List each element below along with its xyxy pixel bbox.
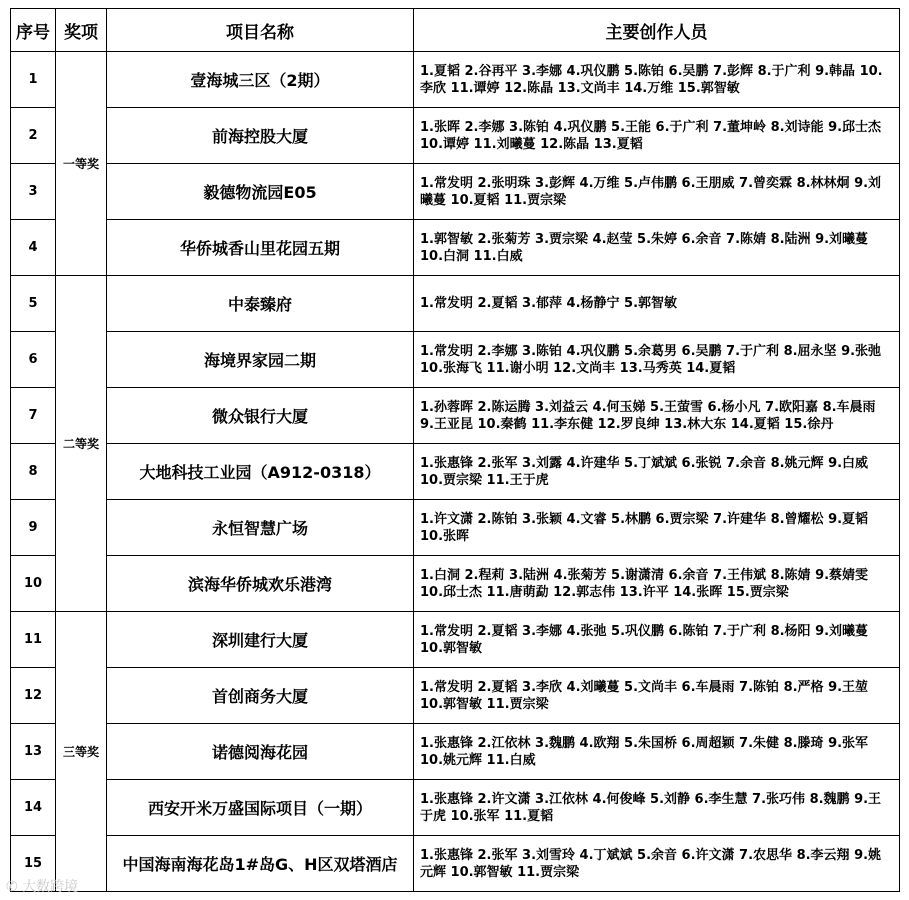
row-index: 6 (11, 332, 56, 388)
table-row (11, 108, 900, 164)
project-name: 永恒智慧广场 (107, 500, 414, 556)
project-name: 前海控股大厦 (107, 108, 414, 164)
header-project: 项目名称 (107, 9, 414, 52)
award-table (10, 8, 900, 892)
project-name: 诺德阅海花园 (107, 724, 414, 780)
project-name: 毅德物流园E05 (107, 164, 414, 220)
header-index: 序号 (11, 9, 56, 52)
creators: 1.常发明 2.张明珠 3.彭辉 4.万维 5.卢伟鹏 6.王朋威 7.曾奕霖 8.林林炯 9.刘曦蔓 10.夏韬 11.贾宗梁 (414, 164, 900, 220)
table-row (11, 220, 900, 276)
award-third-prize: 三等奖 (56, 612, 107, 892)
table-row (11, 444, 900, 500)
creators: 1.张惠锋 2.张军 3.刘雪玲 4.丁斌斌 5.余音 6.许文潇 7.农思华 8.李云翔 9.姚元辉 10.郭智敏 11.贾宗梁 (414, 836, 900, 892)
project-name: 滨海华侨城欢乐港湾 (107, 556, 414, 612)
creators: 1.郭智敏 2.张菊芳 3.贾宗梁 4.赵莹 5.朱婷 6.余音 7.陈婧 8.陆洲 9.刘曦蔓 10.白洞 11.白威 (414, 220, 900, 276)
row-index: 7 (11, 388, 56, 444)
table-row (11, 276, 900, 332)
project-name: 大地科技工业园（A912-0318） (107, 444, 414, 500)
table-row (11, 724, 900, 780)
creators: 1.孙蓉晖 2.陈运腾 3.刘益云 4.何玉娣 5.王萤雪 6.杨小凡 7.欧阳嘉 8.车晨雨 9.王亚昆 10.秦鹤 11.李东健 12.罗良绅 13.林大东 14.夏韬 15.徐丹 (414, 388, 900, 444)
project-name: 微众银行大厦 (107, 388, 414, 444)
project-name: 中泰臻府 (107, 276, 414, 332)
creators: 1.常发明 2.夏韬 3.郁萍 4.杨静宁 5.郭智敏 (414, 276, 900, 332)
row-index: 13 (11, 724, 56, 780)
table-row (11, 780, 900, 836)
row-index: 12 (11, 668, 56, 724)
row-index: 4 (11, 220, 56, 276)
row-index: 10 (11, 556, 56, 612)
watermark-logo-icon: ✆ (6, 879, 23, 895)
project-name: 首创商务大厦 (107, 668, 414, 724)
row-index: 9 (11, 500, 56, 556)
row-index: 3 (11, 164, 56, 220)
row-index: 2 (11, 108, 56, 164)
project-name: 华侨城香山里花园五期 (107, 220, 414, 276)
row-index: 1 (11, 52, 56, 108)
creators: 1.张惠锋 2.江依林 3.魏鹏 4.欧翔 5.朱国桥 6.周超颖 7.朱健 8.滕琦 9.张军 10.姚元辉 11.白威 (414, 724, 900, 780)
creators: 1.白洞 2.程莉 3.陆洲 4.张菊芳 5.谢潇清 6.余音 7.王伟斌 8.陈婧 9.蔡婧雯 10.邱士杰 11.唐萌勐 12.郭志伟 13.许平 14.张晖 15.贾宗梁 (414, 556, 900, 612)
table-row (11, 52, 900, 108)
award-first-prize: 一等奖 (56, 52, 107, 276)
row-index: 14 (11, 780, 56, 836)
table-row (11, 836, 900, 892)
creators: 1.常发明 2.夏韬 3.李欣 4.刘曦蔓 5.文尚丰 6.车晨雨 7.陈铂 8.严格 9.王堃 10.郭智敏 11.贾宗梁 (414, 668, 900, 724)
table-row (11, 500, 900, 556)
project-name: 海境界家园二期 (107, 332, 414, 388)
creators: 1.张惠锋 2.许文潇 3.江依林 4.何俊峰 5.刘静 6.李生慧 7.张巧伟 8.魏鹏 9.王于虎 10.张军 11.夏韬 (414, 780, 900, 836)
watermark-text: 大数跨境 (22, 879, 79, 895)
project-name: 壹海城三区（2期） (107, 52, 414, 108)
row-index: 8 (11, 444, 56, 500)
project-name: 深圳建行大厦 (107, 612, 414, 668)
header-award: 奖项 (56, 9, 107, 52)
creators: 1.许文潇 2.陈铂 3.张颖 4.文睿 5.林鹏 6.贾宗梁 7.许建华 8.曾耀松 9.夏韬 10.张晖 (414, 500, 900, 556)
creators: 1.常发明 2.夏韬 3.李娜 4.张弛 5.巩仪鹏 6.陈铂 7.于广利 8.杨阳 9.刘曦蔓 10.郭智敏 (414, 612, 900, 668)
table-row (11, 332, 900, 388)
project-name: 中国海南海花岛1#岛G、H区双塔酒店 (107, 836, 414, 892)
row-index: 11 (11, 612, 56, 668)
row-index: 15 (11, 836, 56, 892)
header-people: 主要创作人员 (414, 9, 900, 52)
creators: 1.常发明 2.李娜 3.陈铂 4.巩仪鹏 5.余葛男 6.吴鹏 7.于广利 8.屈永坚 9.张弛 10.张海飞 11.谢小明 12.文尚丰 13.马秀英 14.夏韬 (414, 332, 900, 388)
row-index: 5 (11, 276, 56, 332)
watermark (6, 876, 78, 896)
table-row (11, 164, 900, 220)
header-row (11, 9, 900, 52)
project-name: 西安开米万盛国际项目（一期） (107, 780, 414, 836)
table-row (11, 612, 900, 668)
table-row (11, 388, 900, 444)
creators: 1.张晖 2.李娜 3.陈铂 4.巩仪鹏 5.王能 6.于广利 7.董坤岭 8.刘诗能 9.邱士杰 10.谭婷 11.刘曦蔓 12.陈晶 13.夏韬 (414, 108, 900, 164)
award-second-prize: 二等奖 (56, 276, 107, 612)
table-row (11, 556, 900, 612)
creators: 1.张惠锋 2.张军 3.刘露 4.许建华 5.丁斌斌 6.张锐 7.余音 8.姚元辉 9.白威 10.贾宗梁 11.王于虎 (414, 444, 900, 500)
creators: 1.夏韬 2.谷再平 3.李娜 4.巩仪鹏 5.陈铂 6.吴鹏 7.彭辉 8.于广利 9.韩晶 10.李欣 11.谭婷 12.陈晶 13.文尚丰 14.万维 15.郭智敏 (414, 52, 900, 108)
table-row (11, 668, 900, 724)
